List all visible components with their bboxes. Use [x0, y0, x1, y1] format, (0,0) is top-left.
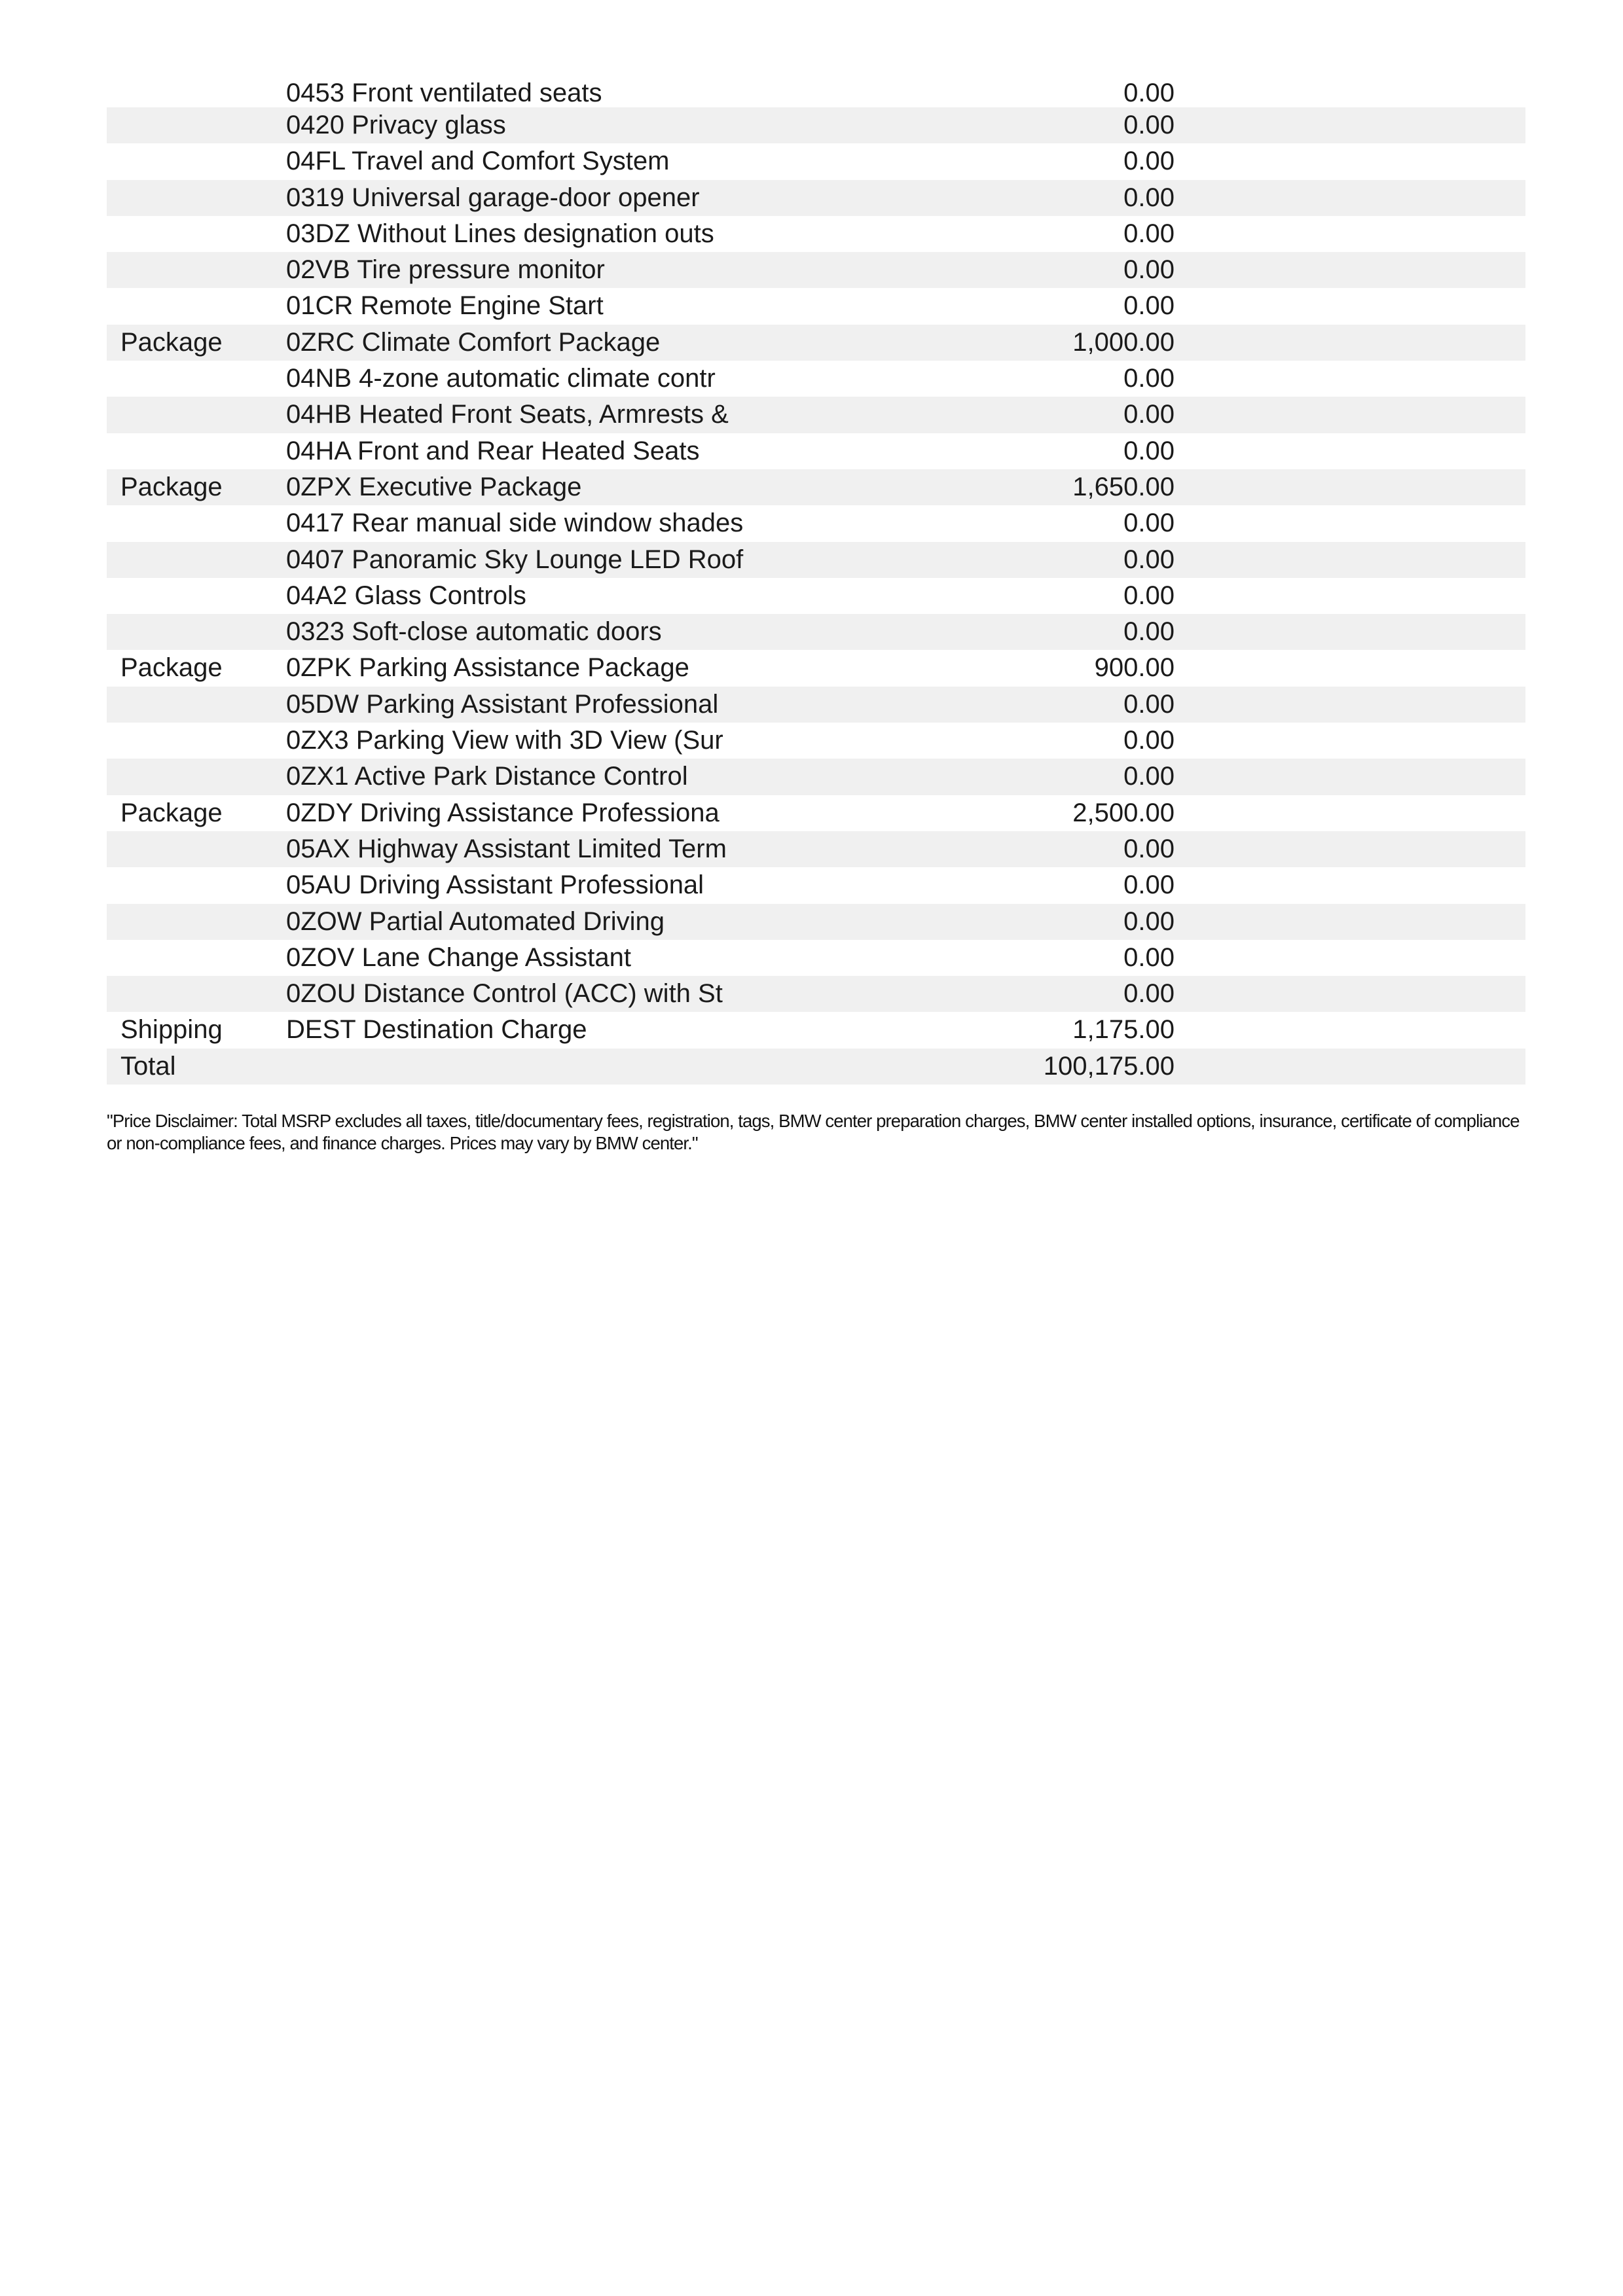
row-description: 05AX Highway Assistant Limited Term [286, 834, 727, 863]
row-price: 0.00 [1123, 762, 1175, 791]
table-row [107, 723, 1525, 759]
table-row [107, 614, 1525, 650]
table-row [107, 397, 1525, 433]
row-category: Shipping [120, 1015, 223, 1045]
row-description: 01CR Remote Engine Start [286, 291, 604, 321]
row-price: 0.00 [1123, 291, 1175, 321]
row-description: 0ZOW Partial Automated Driving [286, 906, 665, 936]
row-price: 0.00 [1123, 617, 1175, 647]
table-row [107, 75, 1525, 107]
row-category: Total [120, 1051, 176, 1081]
row-category: Package [120, 472, 223, 501]
row-price: 0.00 [1123, 689, 1175, 719]
table-row [107, 904, 1525, 940]
row-price: 0.00 [1123, 545, 1175, 574]
row-description: 0323 Soft-close automatic doors [286, 617, 662, 647]
row-category: Package [120, 653, 223, 683]
table-row [107, 143, 1525, 179]
row-description: 0319 Universal garage-door opener [286, 183, 700, 212]
row-price: 0.00 [1123, 219, 1175, 248]
row-price: 0.00 [1123, 581, 1175, 610]
row-description: 0ZPK Parking Assistance Package [286, 653, 689, 683]
row-price: 0.00 [1123, 147, 1175, 176]
row-description: 0453 Front ventilated seats [286, 79, 602, 107]
total-row [107, 1049, 1525, 1085]
row-description: 03DZ Without Lines designation outs [286, 219, 714, 248]
row-description: DEST Destination Charge [286, 1015, 587, 1045]
row-price: 0.00 [1123, 870, 1175, 900]
row-description: 0ZX3 Parking View with 3D View (Sur [286, 726, 723, 755]
row-price: 0.00 [1123, 436, 1175, 465]
row-description: 0ZOV Lane Change Assistant [286, 942, 631, 972]
row-description: 0417 Rear manual side window shades [286, 509, 744, 538]
row-description: 04HA Front and Rear Heated Seats [286, 436, 700, 465]
table-row [107, 867, 1525, 903]
price-disclaimer: "Price Disclaimer: Total MSRP excludes all taxes, title/documentary fees, registration, tags, BMW center preparation charges, BMW center installed options, insurance, certificate of compliance or non-compliance fees, and finance charges. Prices may vary by BMW center." [107, 1111, 1520, 1153]
row-price: 2,500.00 [1072, 798, 1175, 827]
row-price: 0.00 [1123, 834, 1175, 863]
row-description: 04FL Travel and Comfort System [286, 147, 670, 176]
row-price: 0.00 [1123, 79, 1175, 107]
row-price: 0.00 [1123, 255, 1175, 285]
price-table [107, 75, 1525, 1085]
table-row [107, 759, 1525, 795]
total-price: 100,175.00 [1043, 1051, 1175, 1081]
table-row [107, 831, 1525, 867]
row-category: Package [120, 327, 223, 357]
table-row [107, 180, 1525, 216]
table-row [107, 361, 1525, 397]
row-price: 0.00 [1123, 979, 1175, 1009]
row-price: 0.00 [1123, 364, 1175, 393]
row-description: 05AU Driving Assistant Professional [286, 870, 704, 900]
row-description: 0ZX1 Active Park Distance Control [286, 762, 688, 791]
table-row [107, 433, 1525, 469]
table-row [107, 505, 1525, 541]
row-description: 0ZPX Executive Package [286, 472, 582, 501]
table-row [107, 325, 1525, 361]
table-row [107, 976, 1525, 1012]
row-description: 0ZRC Climate Comfort Package [286, 327, 661, 357]
row-price: 0.00 [1123, 400, 1175, 429]
row-description: 0420 Privacy glass [286, 111, 506, 139]
table-row [107, 216, 1525, 252]
table-row [107, 578, 1525, 614]
row-description: 05DW Parking Assistant Professional [286, 689, 719, 719]
row-price: 0.00 [1123, 183, 1175, 212]
table-row [107, 107, 1525, 143]
table-row [107, 1012, 1525, 1048]
row-description: 04HB Heated Front Seats, Armrests & [286, 400, 729, 429]
row-price: 0.00 [1123, 906, 1175, 936]
row-price: 1,175.00 [1072, 1015, 1175, 1045]
row-description: 04A2 Glass Controls [286, 581, 526, 610]
table-row [107, 940, 1525, 976]
row-description: 0ZOU Distance Control (ACC) with St [286, 979, 723, 1009]
row-description: 02VB Tire pressure monitor [286, 255, 605, 285]
row-price: 0.00 [1123, 111, 1175, 139]
row-price: 900.00 [1094, 653, 1175, 683]
table-row [107, 288, 1525, 324]
table-row [107, 687, 1525, 723]
table-row [107, 650, 1525, 686]
row-price: 0.00 [1123, 509, 1175, 538]
row-category: Package [120, 798, 223, 827]
table-row [107, 252, 1525, 288]
row-description: 04NB 4-zone automatic climate contr [286, 364, 716, 393]
row-price: 0.00 [1123, 726, 1175, 755]
row-price: 1,000.00 [1072, 327, 1175, 357]
row-price: 0.00 [1123, 942, 1175, 972]
table-row [107, 795, 1525, 831]
row-description: 0407 Panoramic Sky Lounge LED Roof [286, 545, 744, 574]
table-row [107, 469, 1525, 505]
table-row [107, 542, 1525, 578]
row-price: 1,650.00 [1072, 472, 1175, 501]
row-description: 0ZDY Driving Assistance Professiona [286, 798, 720, 827]
